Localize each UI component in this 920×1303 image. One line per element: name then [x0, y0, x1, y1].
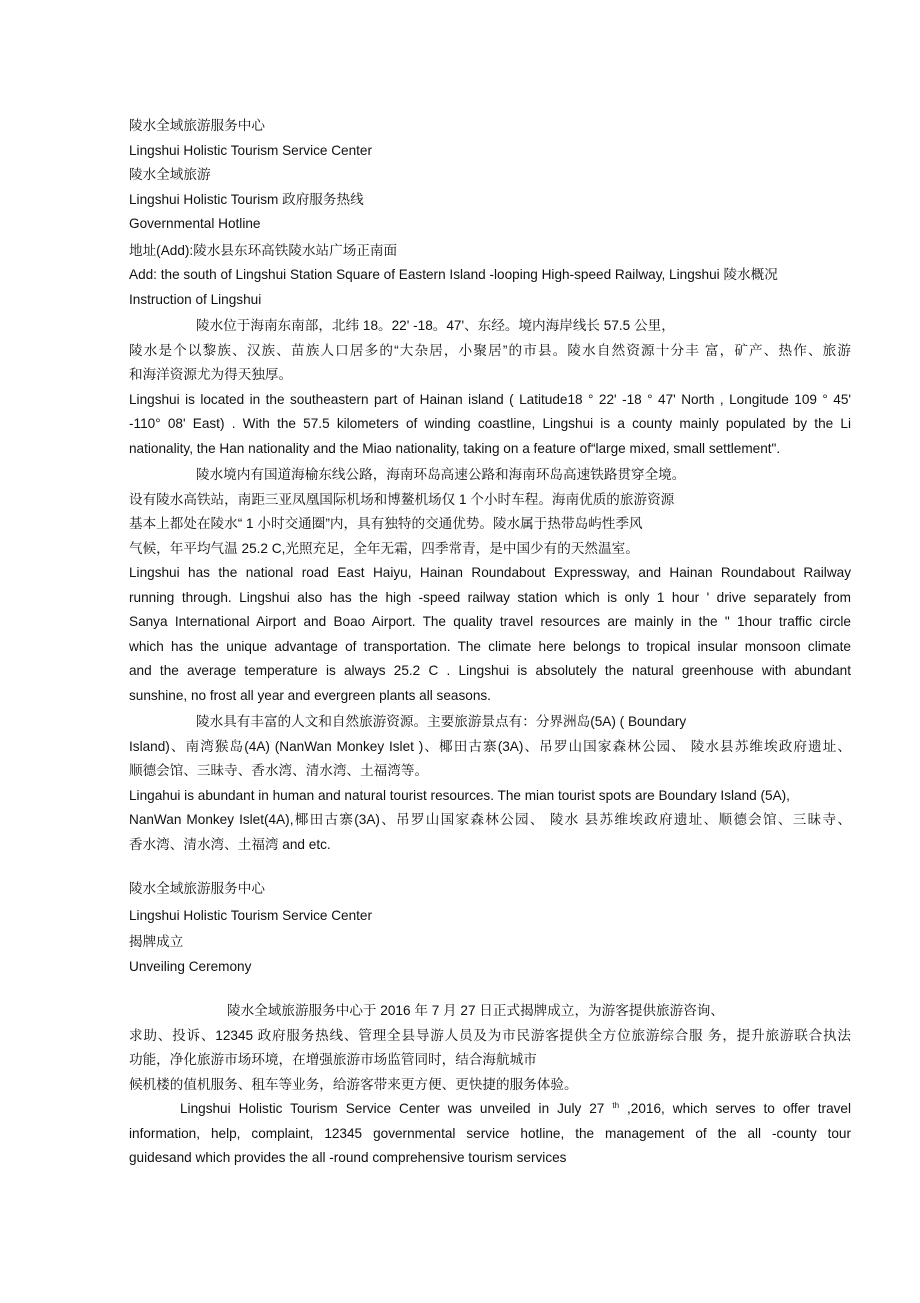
center-title-en: Lingshui Holistic Tourism Service Center	[129, 142, 373, 158]
text-line: 陵水是个以黎族、汉族、苗族人口居多的“大杂居，小聚居”的市县。陵水自然资源十分丰 富，矿产、热作、旅游	[129, 342, 851, 358]
text-line	[129, 1097, 851, 1122]
text-line: -110° 08' East) . With the 57.5 kilometers of winding coastline, Lingshui is a county mainly populated by the Li	[129, 416, 851, 431]
center-title-cn-2: 陵水全域旅游服务中心	[129, 881, 265, 896]
ceremony-title-cn: 揭牌成立	[129, 934, 184, 949]
text-line: 顺德会馆、三昧寺、香水湾、清水湾、土福湾等。	[129, 763, 429, 778]
instruction-title: Instruction of Lingshui	[129, 291, 262, 307]
text-line: NanWan Monkey Islet(4A),椰田古寨(3A)、吊罗山国家森林公园、 陵水 县苏维埃政府遗址、顺德会馆、三昧寺、	[129, 812, 851, 827]
hotline-line: Lingshui Holistic Tourism 政府服务热线	[129, 191, 364, 207]
document-body	[129, 114, 851, 1171]
text-line: running through. Lingshui also has the high -speed railway station which is only 1 hour ' drive separately from	[129, 589, 851, 605]
text-line: 陵水位于海南东南部，北纬 18。22' -18。47'、东经。境内海岸线长 57.5 公里，	[196, 318, 675, 333]
ordinal-suffix: th	[612, 1101, 620, 1110]
text-line: Sanya International Airport and Boao Airport. The quality travel resources are mainly in the " 1hour traffic circle	[129, 614, 851, 629]
text-line: Lingshui is located in the southeastern part of Hainan island ( Latitude18 ° 22' -18 ° 47' North , Longitude 109 ° 45'	[129, 391, 851, 407]
text-line: guidesand which provides the all -round comprehensive tourism services	[129, 1150, 567, 1165]
center-title-en-2: Lingshui Holistic Tourism Service Center	[129, 907, 373, 923]
text-line: 气候，年平均气温 25.2 C,光照充足，全年无霜，四季常青，是中国少有的天然温室。	[129, 540, 639, 556]
text-line: 陵水全域旅游服务中心于 2016 年 7 月 27 日正式揭牌成立，为游客提供旅游咨询、	[227, 1003, 724, 1018]
address-cn: 地址(Add):陵水县东环高铁陵水站广场正南面	[129, 242, 398, 258]
text-line: information, help, complaint, 12345 governmental service hotline, the management of the all -county tour	[129, 1125, 851, 1141]
text-line: 功能，净化旅游市场环境，在增强旅游市场监管同时，结合海航城市	[129, 1052, 537, 1067]
text-line: nationality, the Han nationality and the Miao nationality, taking on a feature of“large mixed, small settlement".	[129, 440, 781, 456]
text-line: 陵水具有丰富的人文和自然旅游资源。主要旅游景点有：分界洲岛(5A) ( Boundary	[196, 714, 687, 729]
text-line: 设有陵水高铁站，南距三亚凤凰国际机场和博鳌机场仅 1 个小时车程。海南优质的旅游资源	[129, 491, 675, 507]
text-line: Lingahui is abundant in human and natural tourist resources. The mian tourist spots are Boundary Island (5A),	[129, 787, 790, 803]
address-en: Add: the south of Lingshui Station Square of Eastern Island -looping High-speed Railway, Lingshui 陵水概况	[129, 267, 778, 282]
text-line: Island)、南湾猴岛(4A) (NanWan Monkey Islet )、椰田古寨(3A)、吊罗山国家森林公园、 陵水县苏维埃政府遗址、	[129, 738, 851, 754]
intro-paragraph	[129, 314, 851, 461]
unveil-en-part-a: Lingshui Holistic Tourism Service Center was unveiled in July 27	[180, 1101, 605, 1116]
text-line: 基本上都处在陵水“ 1 小时交通圈”内，具有独特的交通优势。陵水属于热带岛屿性季风	[129, 516, 643, 531]
text-line: Lingshui has the national road East Haiyu, Hainan Roundabout Expressway, and Hainan Roundabout Railway	[129, 565, 851, 580]
text-line: 候机楼的值机服务、租车等业务，给游客带来更方便、更快捷的服务体验。	[129, 1076, 578, 1092]
center-title-cn: 陵水全域旅游服务中心	[129, 118, 265, 133]
text-line: 和海洋资源尤为得天独厚。	[129, 367, 293, 382]
text-line: which has the unique advantage of transportation. The climate here belongs to tropical insular monsoon climate	[129, 638, 851, 654]
unveil-paragraph	[129, 999, 851, 1171]
ceremony-title-en: Unveiling Ceremony	[129, 958, 252, 974]
resources-paragraph	[129, 710, 851, 857]
text-line: sunshine, no frost all year and evergreen plants all seasons.	[129, 687, 491, 703]
transport-paragraph	[129, 463, 851, 708]
text-line: 陵水境内有国道海榆东线公路，海南环岛高速公路和海南环岛高速铁路贯穿全境。	[196, 467, 686, 482]
hotline-en: Governmental Hotline	[129, 216, 261, 231]
text-line: and the average temperature is always 25.2 C . Lingshui is absolutely the natural greenhouse with abundant	[129, 663, 851, 678]
text-line: 香水湾、清水湾、土福湾 and etc.	[129, 836, 331, 852]
text-line: 求助、投诉、12345 政府服务热线、管理全县导游人员及为市民游客提供全方位旅游综合服 务，提升旅游联合执法	[129, 1027, 851, 1043]
tourism-title-cn: 陵水全域旅游	[129, 167, 211, 182]
unveil-en-part-b: ,2016, which serves to offer travel	[627, 1101, 852, 1116]
